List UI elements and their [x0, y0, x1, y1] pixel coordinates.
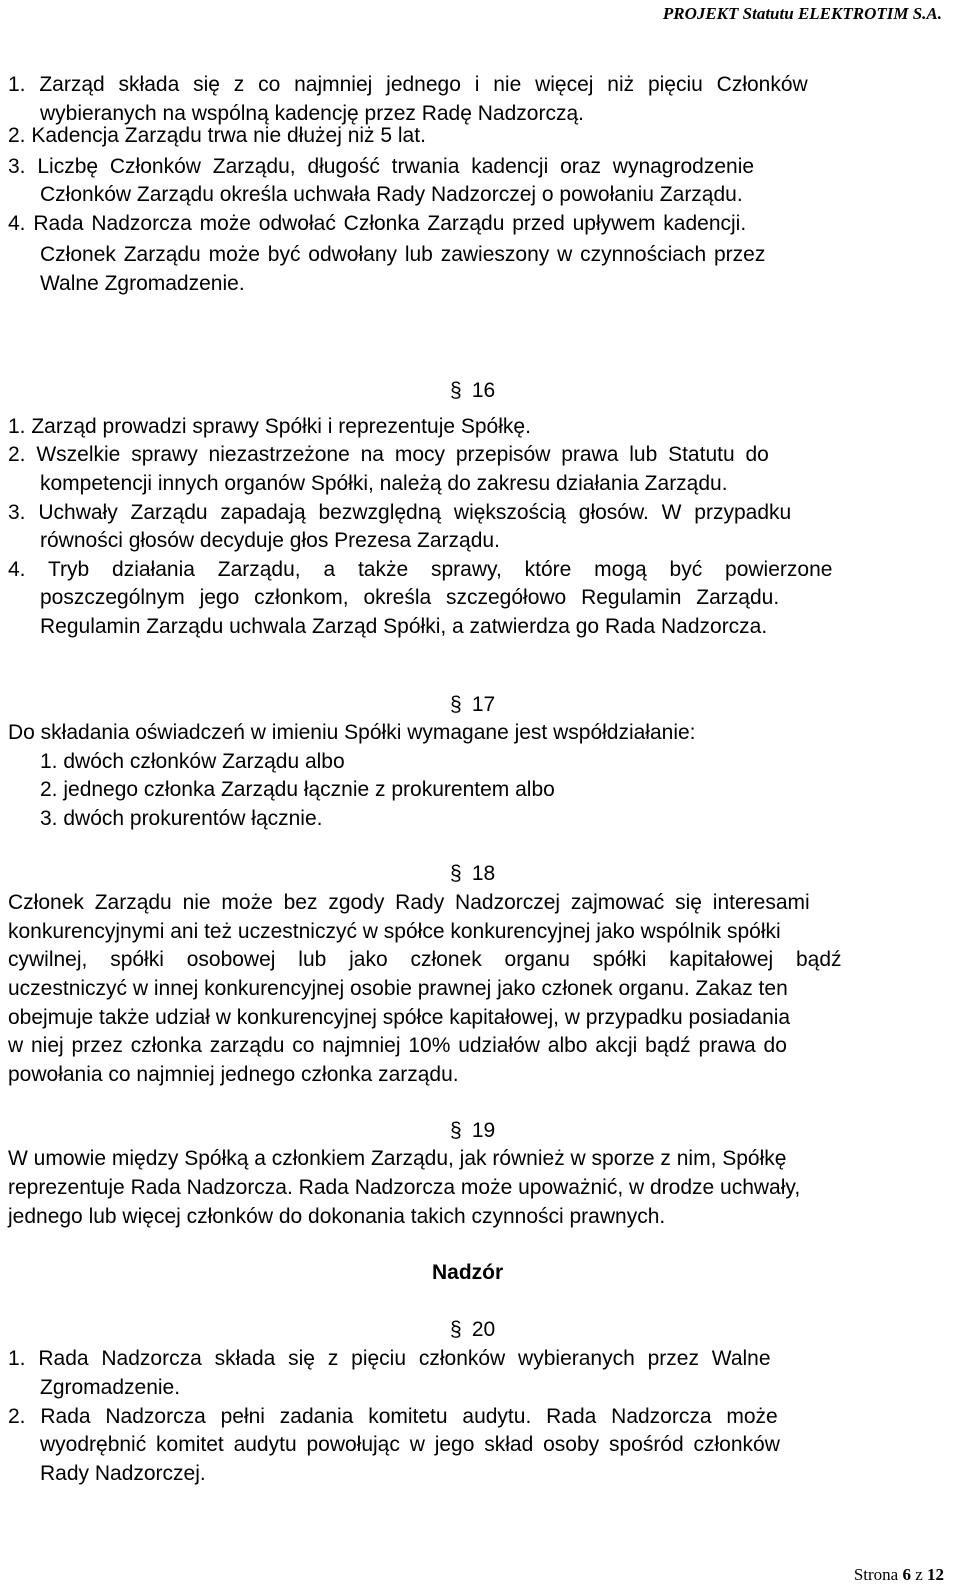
text-line: 4. Rada Nadzorcza może odwołać Członka Zarządu przed upływem kadencji. — [8, 212, 747, 235]
text-line: 1. dwóch członków Zarządu albo — [40, 750, 345, 773]
text-line: poszczególnym jego członkom, określa szczegółowo Regulamin Zarządu. — [40, 586, 780, 609]
footer-of: z — [915, 1565, 923, 1584]
section-sign-icon: § — [450, 1119, 462, 1142]
document-header: PROJEKT Statutu ELEKTROTIM S.A. — [662, 4, 942, 23]
section-heading: Nadzór — [432, 1261, 504, 1284]
text-line: reprezentuje Rada Nadzorcza. Rada Nadzorcza może upoważnić, w drodze uchwały, — [8, 1176, 801, 1199]
text-line: 3. Uchwały Zarządu zapadają bezwzględną większością głosów. W przypadku — [8, 501, 792, 524]
section-number: 19 — [471, 1119, 496, 1142]
text-line: 3. Liczbę Członków Zarządu, długość trwania kadencji oraz wynagrodzenie — [8, 155, 755, 178]
text-line: W umowie między Spółką a członkiem Zarządu, jak również w sporze z nim, Spółkę — [8, 1147, 787, 1170]
section-sign-icon: § — [450, 862, 462, 885]
section-number: 20 — [471, 1318, 496, 1341]
text-line: Członków Zarządu określa uchwała Rady Nadzorczej o powołaniu Zarządu. — [40, 183, 743, 206]
section-20 — [450, 1318, 495, 1342]
text-line: wybieranych na wspólną kadencję przez Radę Nadzorczą. — [40, 102, 584, 125]
text-line: wyodrębnić komitet audytu powołując w jego skład osoby spośród członków — [40, 1433, 780, 1456]
section-number: 18 — [471, 862, 496, 885]
text-line: w niej przez członka zarządu co najmniej 10% udziałów albo akcji bądź prawa do — [8, 1034, 787, 1057]
text-line: Regulamin Zarządu uchwala Zarząd Spółki, a zatwierdza go Rada Nadzorcza. — [40, 615, 768, 638]
text-line: 2. Kadencja Zarządu trwa nie dłużej niż 5 lat. — [8, 124, 426, 147]
text-line: 2. Rada Nadzorcza pełni zadania komitetu audytu. Rada Nadzorcza może — [8, 1405, 778, 1428]
text-line: 2. jednego członka Zarządu łącznie z prokurentem albo — [40, 778, 555, 801]
footer-label: Strona — [853, 1565, 899, 1584]
text-line: Członek Zarządu nie może bez zgody Rady Nadzorczej zajmować się interesami — [8, 891, 810, 914]
section-18 — [450, 862, 495, 886]
text-line: 3. dwóch prokurentów łącznie. — [40, 807, 323, 830]
section-16 — [450, 379, 495, 403]
section-sign-icon: § — [450, 379, 462, 402]
text-line: Walne Zgromadzenie. — [40, 272, 245, 295]
text-line: cywilnej, spółki osobowej lub jako członek organu spółki kapitałowej bądź — [8, 948, 842, 971]
section-17 — [450, 693, 495, 717]
text-line: Członek Zarządu może być odwołany lub zawieszony w czynnościach przez — [40, 243, 766, 266]
page-number: 6 — [902, 1565, 911, 1584]
text-line: jednego lub więcej członków do dokonania takich czynności prawnych. — [8, 1205, 666, 1228]
page-footer — [854, 1565, 944, 1585]
text-line: Rady Nadzorczej. — [40, 1462, 206, 1485]
text-line: kompetencji innych organów Spółki, należą do zakresu działania Zarządu. — [40, 472, 728, 495]
text-line: uczestniczyć w innej konkurencyjnej osobie prawnej jako członek organu. Zakaz ten — [8, 977, 788, 1000]
text-line: konkurencyjnymi ani też uczestniczyć w spółce konkurencyjnej jako wspólnik spółki — [8, 920, 781, 943]
text-line: 1. Zarząd prowadzi sprawy Spółki i reprezentuje Spółkę. — [8, 415, 531, 438]
section-sign-icon: § — [450, 693, 462, 716]
text-line: obejmuje także udział w konkurencyjnej spółce kapitałowej, w przypadku posiadania — [8, 1006, 791, 1029]
section-number: 16 — [471, 379, 496, 402]
text-line: 1. Zarząd składa się z co najmniej jednego i nie więcej niż pięciu Członków — [8, 73, 808, 96]
page-total: 12 — [927, 1565, 944, 1584]
text-line: 2. Wszelkie sprawy niezastrzeżone na mocy przepisów prawa lub Statutu do — [8, 443, 769, 466]
section-sign-icon: § — [450, 1318, 462, 1341]
text-line: równości głosów decyduje głos Prezesa Zarządu. — [40, 529, 500, 552]
text-line: 4. Tryb działania Zarządu, a także sprawy, które mogą być powierzone — [8, 558, 833, 581]
text-line: Zgromadzenie. — [40, 1376, 181, 1399]
section-19 — [450, 1119, 495, 1143]
text-line: 1. Rada Nadzorcza składa się z pięciu członków wybieranych przez Walne — [8, 1347, 771, 1370]
text-line: powołania co najmniej jednego członka zarządu. — [8, 1063, 459, 1086]
text-line: Do składania oświadczeń w imieniu Spółki wymagane jest współdziałanie: — [8, 721, 696, 744]
section-number: 17 — [471, 693, 496, 716]
